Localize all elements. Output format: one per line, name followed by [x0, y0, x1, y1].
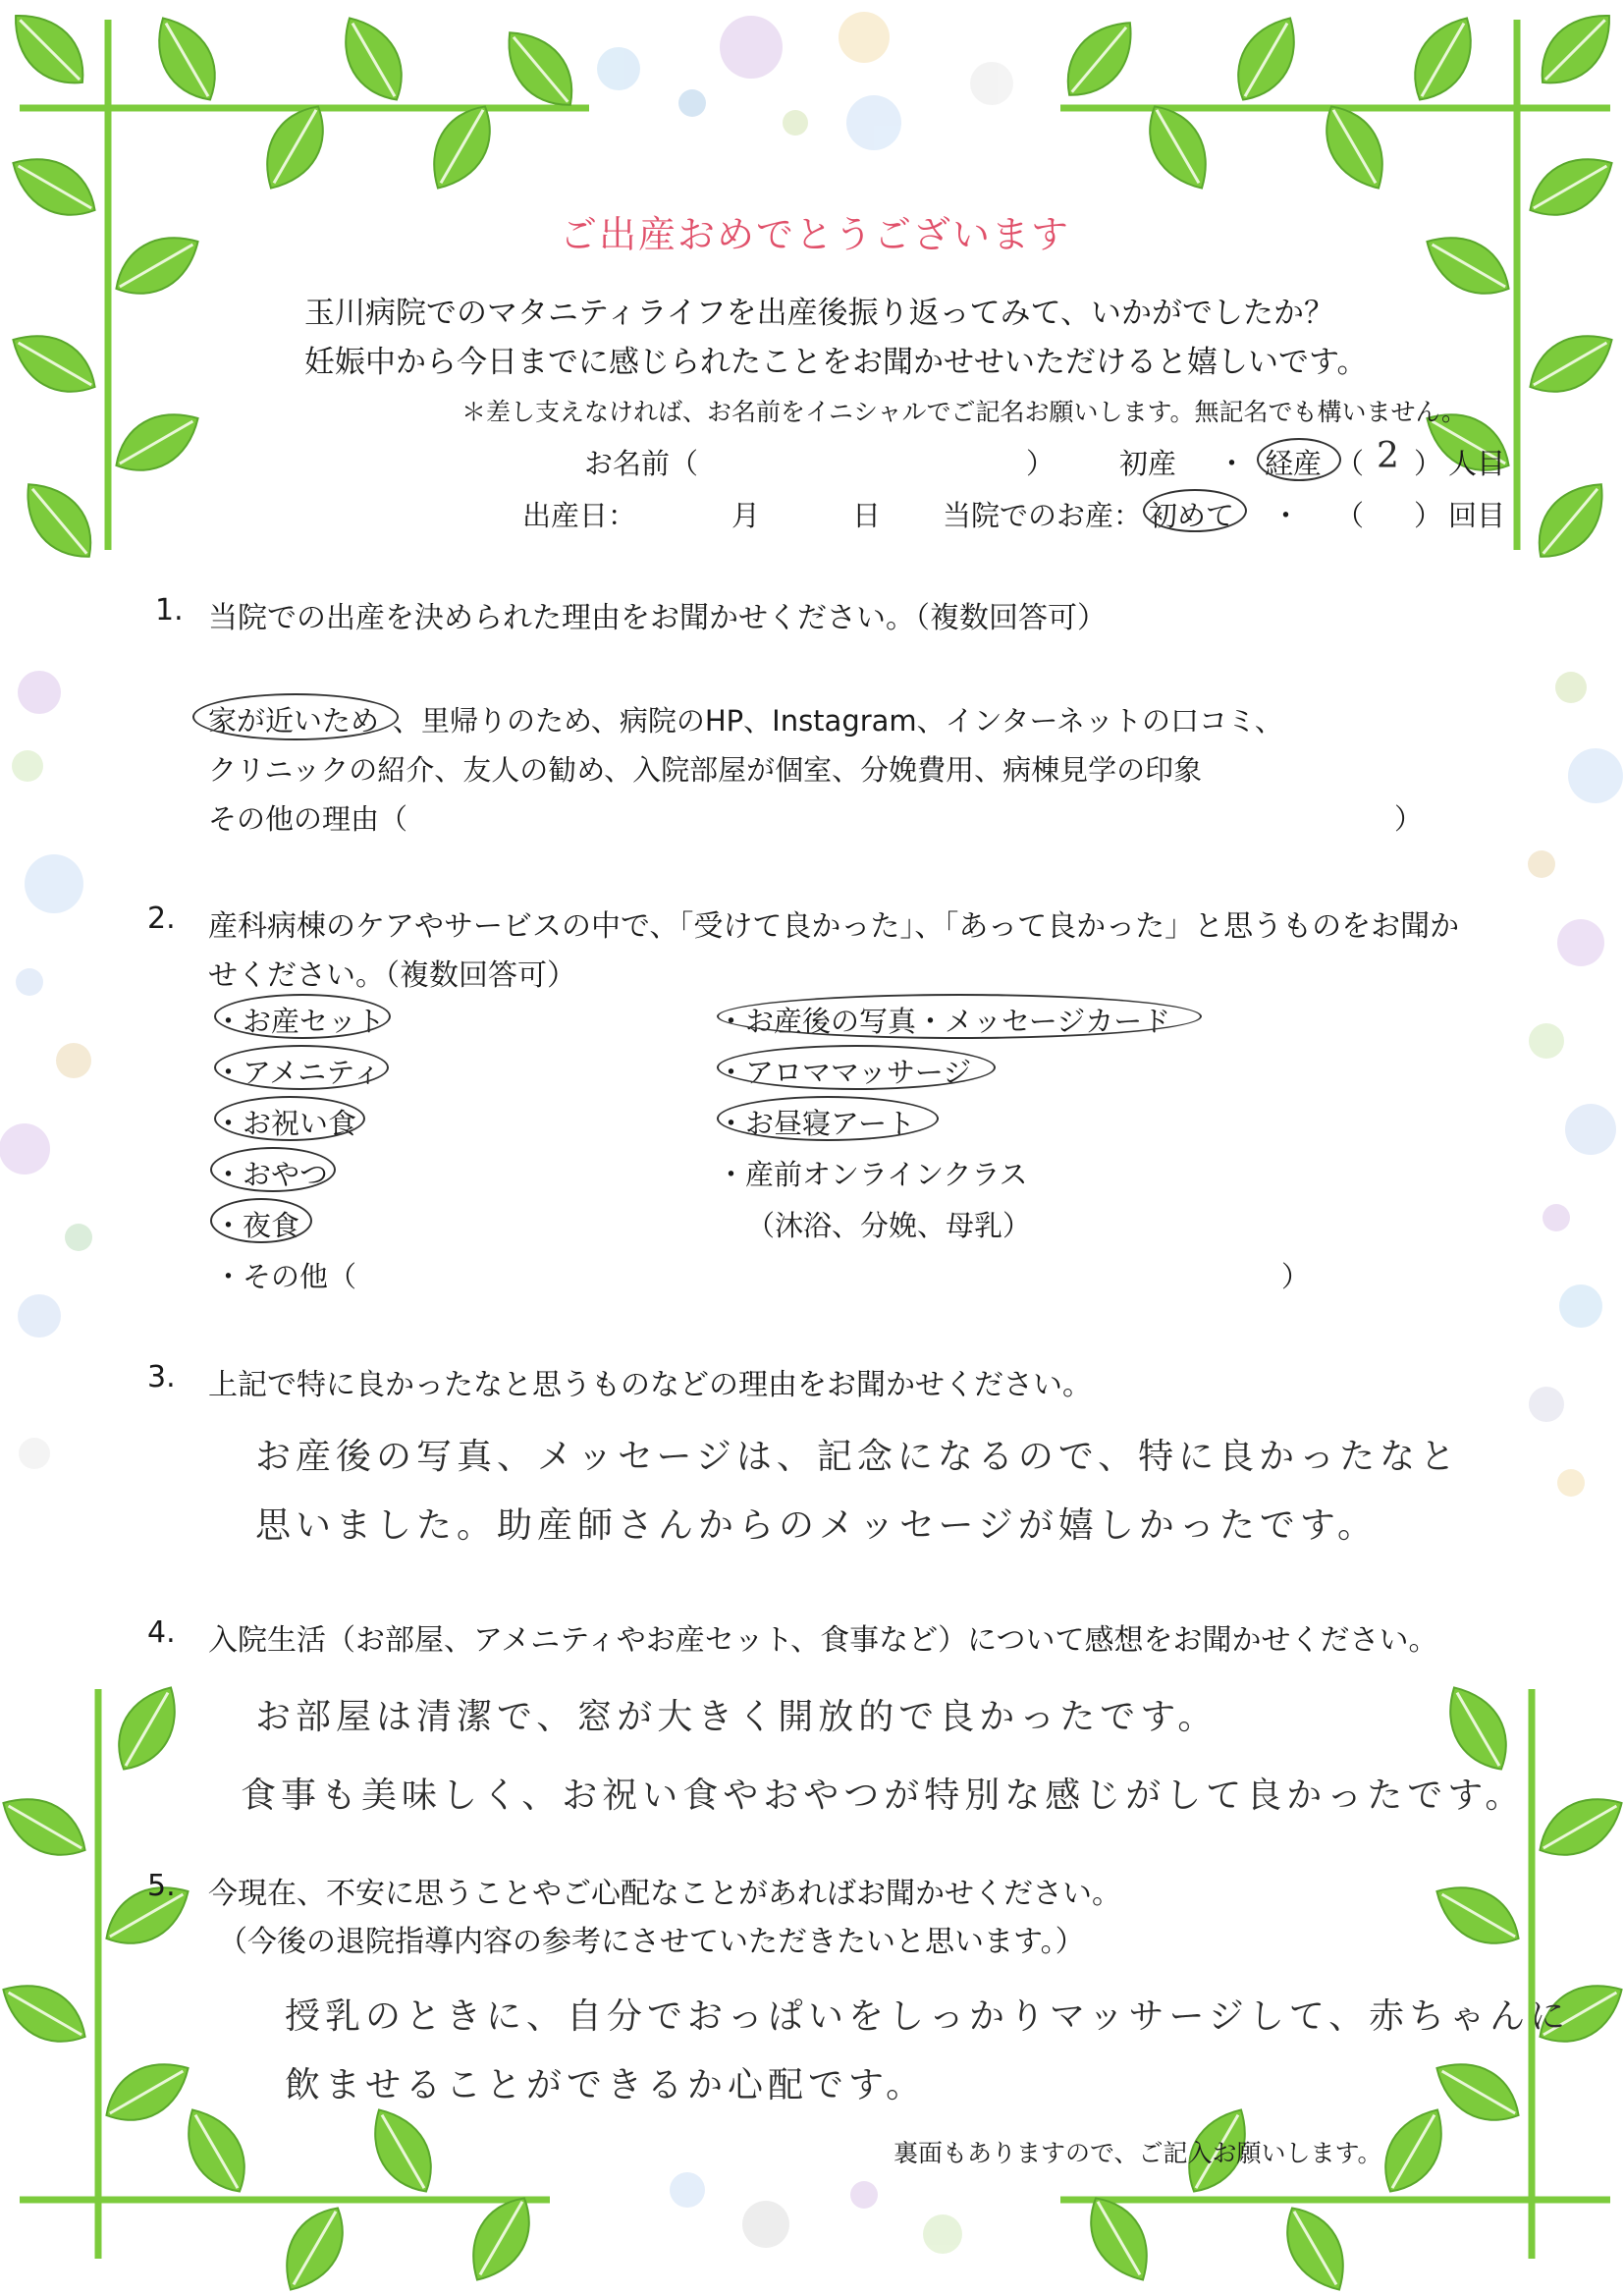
multi-birth-option: 経産	[1265, 447, 1323, 480]
q5-question-line-1: 今現在、不安に思うことやご心配なことがあればお聞かせください。	[208, 1877, 1121, 1911]
q1-option-near-home: 家が近いため	[208, 704, 380, 738]
separator-dot: ・	[1218, 447, 1247, 480]
q2-photo-card-circle	[717, 994, 1202, 1039]
birth-count-value: 2	[1377, 436, 1404, 476]
q5-answer-line-1: 授乳のときに、自分でおっぱいをしっかりマッサージして、赤ちゃんに	[285, 1996, 1571, 2037]
multi-birth-circle	[1257, 438, 1341, 481]
count-paren-close: ）	[1414, 447, 1443, 480]
q2-item-online-class: ・産前オンラインクラス	[717, 1158, 1028, 1191]
q1-other-close: ）	[1394, 802, 1424, 836]
q1-question: 当院での出産を決められた理由をお聞かせください。（複数回答可）	[208, 601, 1107, 635]
q2-celebration-meal-circle	[214, 1096, 365, 1141]
q1-near-home-circle	[192, 693, 399, 740]
q2-item-photo-message-card: ・お産後の写真・メッセージカード	[717, 1005, 1171, 1038]
count-unit: 人目	[1448, 447, 1506, 480]
day-label: 日	[852, 499, 882, 532]
q2-question-line-1: 産科病棟のケアやサービスの中で、「受けて良かった」、「あって良かった」と思うものをお聞か	[208, 909, 1460, 944]
month-label: 月	[731, 499, 761, 532]
q2-number: 2.	[147, 902, 176, 936]
q2-item-celebration-meal: ・お祝い食	[214, 1107, 357, 1140]
q2-item-nap-art: ・お昼寝アート	[717, 1107, 916, 1140]
q5-question-line-2: （今後の退院指導内容の参考にさせていただきたいと思います。）	[218, 1925, 1085, 1959]
name-close: ）	[1026, 447, 1056, 480]
q1-other-label: その他の理由（	[208, 802, 408, 836]
q2-night-meal-circle	[210, 1198, 312, 1243]
page-title: ご出産おめでとうございます	[560, 213, 1071, 256]
separator-dot-2: ・	[1272, 499, 1301, 532]
q2-item-snack: ・おやつ	[214, 1158, 329, 1191]
q2-item-amenity: ・アメニティ	[214, 1056, 381, 1089]
intro-line-2: 妊娠中から今日までに感じられたことをお聞かせせいただけると嬉しいです。	[304, 345, 1368, 380]
q2-item-aroma-massage: ・アロママッサージ	[717, 1056, 972, 1089]
times-paren-open: （	[1335, 499, 1365, 532]
count-paren-open: （	[1335, 447, 1365, 480]
leaf-corner-top-left	[0, 0, 589, 572]
q4-number: 4.	[147, 1615, 176, 1650]
first-time-option: 初めて	[1149, 499, 1235, 532]
first-birth-option: 初産	[1119, 447, 1177, 480]
q4-answer-line-2: 食事も美味しく、お祝い食やおやつが特別な感じがして良かったです。	[241, 1776, 1526, 1816]
q1-number: 1.	[155, 593, 184, 628]
footer-note: 裏面もありますので、ご記入お願いします。	[893, 2139, 1382, 2167]
initials-note: ＊差し支えなければ、お名前をイニシャルでご記名お願いします。無記名でも構いません。	[461, 398, 1467, 426]
q2-other-close: ）	[1281, 1260, 1311, 1293]
q2-nap-art-circle	[717, 1096, 939, 1141]
q2-snack-circle	[210, 1147, 336, 1192]
q5-number: 5.	[147, 1869, 176, 1903]
q2-item-night-meal: ・夜食	[214, 1209, 300, 1242]
q1-options-line-2: クリニックの紹介、友人の勧め、入院部屋が個室、分娩費用、病棟見学の印象	[208, 753, 1203, 787]
q3-answer-line-1: お産後の写真、メッセージは、記念になるので、特に良かったなと	[255, 1437, 1461, 1477]
name-label: お名前（	[584, 447, 699, 480]
q3-number: 3.	[147, 1360, 176, 1394]
q3-answer-line-2: 思いました。助産師さんからのメッセージが嬉しかったです。	[255, 1505, 1378, 1546]
q4-question: 入院生活（お部屋、アメニティやお産セット、食事など）について感想をお聞かせください。	[208, 1623, 1438, 1658]
q2-amenity-circle	[214, 1045, 389, 1090]
hospital-birth-label: 当院でのお産：	[943, 499, 1143, 532]
times-paren-close: ）	[1414, 499, 1443, 532]
q2-other-label: ・その他（	[214, 1260, 357, 1293]
q2-item-birth-set: ・お産セット	[214, 1005, 386, 1038]
intro-line-1: 玉川病院でのマタニティライフを出産後振り返ってみて、いかがでしたか？	[304, 296, 1335, 331]
leaf-corner-top-right	[1052, 0, 1624, 572]
q1-options-line-1: 、里帰りのため、病院のHP、Instagram、インターネットの口コミ、	[393, 704, 1283, 738]
q2-question-line-2: せください。（複数回答可）	[208, 958, 576, 993]
q2-online-class-sub: （沐浴、分娩、母乳）	[746, 1209, 1032, 1242]
q2-birth-set-circle	[214, 994, 391, 1039]
q4-answer-line-1: お部屋は清潔で、窓が大きく開放的で良かったです。	[255, 1697, 1218, 1737]
first-time-circle	[1143, 489, 1247, 532]
q2-aroma-circle	[717, 1045, 996, 1090]
birth-date-label: 出産日：	[522, 499, 637, 532]
q5-answer-line-2: 飲ませることができるか心配です。	[285, 2065, 927, 2105]
q3-question: 上記で特に良かったなと思うものなどの理由をお聞かせください。	[208, 1368, 1092, 1402]
times-unit: 回目	[1448, 499, 1506, 532]
